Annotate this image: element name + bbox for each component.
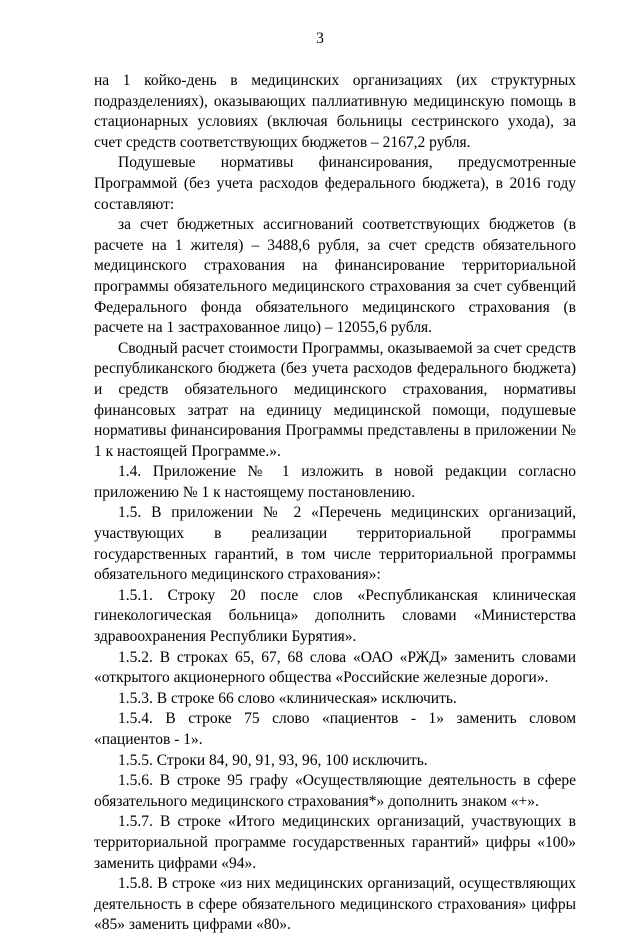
paragraph-1-5-7: 1.5.7. В строке «Итого медицинских организаций, участвующих в территориальной программе государственных гарантий» цифры «100» заменить цифрами «94». (94, 813, 576, 872)
paragraph-1-5-2: 1.5.2. В строках 65, 67, 68 слова «ОАО «РЖД» заменить словами «открытого акционерного общества «Российские железные дороги». (94, 648, 576, 687)
paragraph-1-4: 1.4. Приложение № 1 изложить в новой редакции согласно приложению № 1 к настоящему постановлению. (94, 463, 576, 501)
paragraph-1-5-8: 1.5.8. В строке «из них медицинских организаций, осуществляющих деятельность в сфере обязательного медицинского страхования» цифры «85» заменить цифрами «80». (94, 875, 576, 934)
paragraph-per-capita-values: за счет бюджетных ассигнований соответствующих бюджетов (в расчете на 1 жителя) – 3488,6 рубля, за счет средств обязательного медицинского страхования на финансирование территориальной программы обязательного медицинского страхования за счет субвенций Федерального фонда обязательного медицинского страхования (в расчете на 1 застрахованное лицо) – 12055,6 рубля. (94, 216, 576, 337)
paragraph-1-5-1: 1.5.1. Строку 20 после слов «Республиканская клиническая гинекологическая больница» дополнить словами «Министерства здравоохранения Республики Бурятия». (94, 586, 576, 646)
paragraph-palliative-cost: на 1 койко-день в медицинских организациях (их структурных подразделениях), оказывающих паллиативную медицинскую помощь в стационарных условиях (включая больницы сестринского ухода), за счет средств соответствующих бюджетов – 2167,2 рубля. (94, 72, 576, 151)
paragraph-per-capita-intro: Подушевые нормативы финансирования, предусмотренные Программой (без учета расходов федерального бюджета), в 2016 году составляют: (94, 154, 576, 213)
page-number: 3 (316, 30, 324, 47)
document-body (94, 71, 576, 936)
paragraph-1-5-3: 1.5.3. В строке 66 слово «клиническая» исключить. (118, 689, 457, 707)
paragraph-1-5-4: 1.5.4. В строке 75 слово «пациентов - 1» заменить словом «пациентов - 1». (94, 710, 576, 748)
paragraph-summary-calc: Сводный расчет стоимости Программы, оказываемой за счет средств республиканского бюджета (без учета расходов федерального бюджета) и средств обязательного медицинского страхования, нормативы финансовых затрат на единицу медицинской помощи, подушевые нормативы финансирования Программы представлены в приложении № 1 к настоящей Программе.». (94, 339, 576, 460)
paragraph-1-5-6: 1.5.6. В строке 95 графу «Осуществляющие деятельность в сфере обязательного медицинского страхования*» дополнить знаком «+». (94, 772, 576, 810)
paragraph-1-5-5: 1.5.5. Строки 84, 90, 91, 93, 96, 100 исключить. (118, 751, 428, 769)
paragraph-1-5: 1.5. В приложении № 2 «Перечень медицинских организаций, участвующих в реализации территориальной программы государственных гарантий, в том числе территориальной программы обязательного медицинского страхования»: (94, 504, 576, 584)
